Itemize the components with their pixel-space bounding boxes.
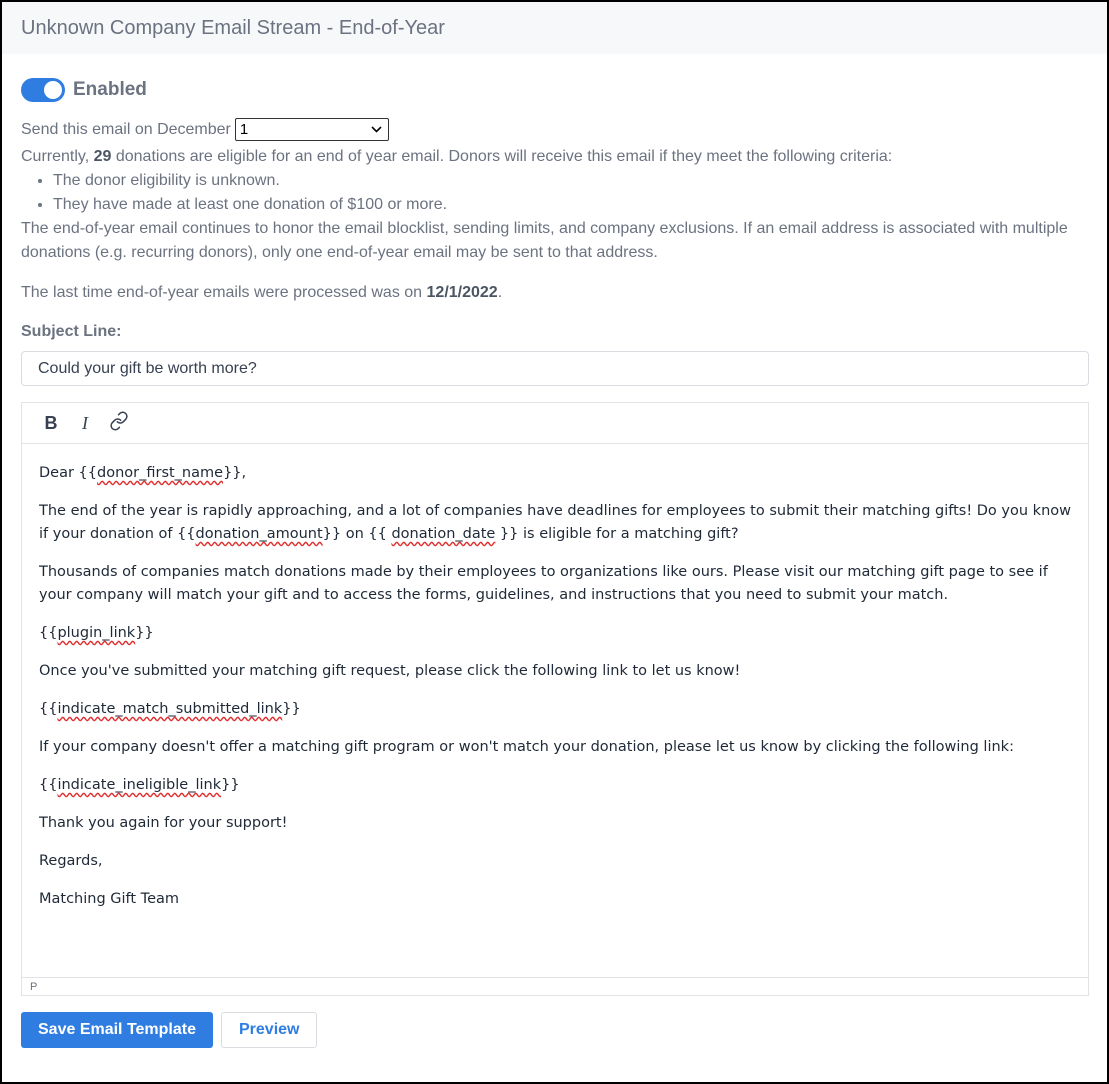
send-day-select[interactable] xyxy=(235,118,389,141)
element-path[interactable]: P xyxy=(30,980,38,993)
last-processed-date: 12/1/2022 xyxy=(426,284,498,301)
action-buttons xyxy=(21,1012,1088,1048)
body-paragraph xyxy=(39,698,1071,721)
eligibility-prefix: Currently, xyxy=(21,148,94,165)
text-run: Dear {{ xyxy=(39,465,97,481)
eligibility-suffix: donations are eligible for an end of year email. Donors will receive this email if they meet the following criteria: xyxy=(111,148,893,165)
placeholder-token: indicate_match_submitted_link xyxy=(57,701,283,717)
subject-input[interactable] xyxy=(21,351,1089,386)
body-paragraph: Regards, xyxy=(39,853,103,869)
preview-button[interactable]: Preview xyxy=(221,1012,317,1048)
placeholder-token: donation_date xyxy=(391,526,496,542)
body-paragraph xyxy=(39,500,1071,546)
enabled-toggle[interactable] xyxy=(21,78,65,102)
eligible-count: 29 xyxy=(93,148,112,165)
text-run: }} is eligible for a matching gift? xyxy=(495,526,739,542)
body-paragraph xyxy=(39,774,1071,797)
text-run: }}, xyxy=(223,465,247,481)
enabled-label: Enabled xyxy=(73,79,147,100)
list-item: • The donor eligibility is unknown. xyxy=(53,169,1088,193)
placeholder-token: plugin_link xyxy=(57,625,136,641)
body-paragraph: Matching Gift Team xyxy=(39,891,180,907)
text-run: }} xyxy=(221,777,240,793)
toggle-knob xyxy=(44,81,62,99)
body-paragraph xyxy=(39,462,1071,485)
chevron-down-icon xyxy=(371,124,382,136)
subject-value: Could your gift be worth more? xyxy=(38,359,257,377)
criteria-list xyxy=(21,169,1088,217)
blocklist-note: The end-of-year email continues to honor the email blocklist, sending limits, and company exclusions. If an email address is associated with multiple donations (e.g. recurring donors), only one end-of-year email may be sent to that address. xyxy=(21,220,1068,261)
send-date-row xyxy=(21,118,1088,141)
last-processed-suffix: . xyxy=(497,284,503,301)
body-paragraph: Once you've submitted your matching gift request, please click the following link to let us know! xyxy=(39,663,741,679)
bold-button[interactable]: B xyxy=(44,412,58,433)
last-processed-text xyxy=(21,281,1088,305)
text-run: }} xyxy=(282,701,301,717)
send-date-label: Send this email on December xyxy=(21,120,231,138)
editor-statusbar xyxy=(22,977,1088,995)
panel-header xyxy=(2,2,1107,54)
text-run: }} on {{ xyxy=(322,526,392,542)
body-paragraph: Thousands of companies match donations made by their employees to organizations like ours. Please visit our matching gift page to see if your company will match your gift and to access the forms, guidelines, and instructions that you need to submit your match. xyxy=(39,564,1048,603)
last-processed-prefix: The last time end-of-year emails were processed was on xyxy=(21,284,427,301)
eligibility-text xyxy=(21,145,1088,169)
text-run: {{ xyxy=(39,625,58,641)
subject-label: Subject Line: xyxy=(21,323,122,340)
list-item: • They have made at least one donation of $100 or more. xyxy=(53,193,1088,217)
body-paragraph xyxy=(39,622,1071,645)
link-icon xyxy=(109,411,129,436)
placeholder-token: donor_first_name xyxy=(97,465,224,481)
text-run: The end of the year is rapidly approaching, and a lot of companies have deadlines for employees to submit their matching gifts! Do you know if your donation of {{ xyxy=(39,503,1071,542)
email-body-textarea[interactable] xyxy=(22,444,1088,977)
placeholder-token: donation_amount xyxy=(195,526,323,542)
placeholder-token: indicate_ineligible_link xyxy=(57,777,222,793)
text-run: {{ xyxy=(39,701,58,717)
italic-button[interactable]: I xyxy=(82,412,88,433)
body-paragraph: Thank you again for your support! xyxy=(39,815,288,831)
email-body-editor xyxy=(21,402,1089,996)
save-template-button[interactable]: Save Email Template xyxy=(21,1012,213,1048)
body-paragraph: If your company doesn't offer a matching gift program or won't match your donation, please let us know by clicking the following link: xyxy=(39,739,1014,755)
text-run: }} xyxy=(135,625,154,641)
editor-toolbar xyxy=(22,403,1088,444)
text-run: {{ xyxy=(39,777,58,793)
panel-content xyxy=(2,78,1107,1048)
enabled-toggle-row xyxy=(21,78,1088,102)
page-title: Unknown Company Email Stream - End-of-Year xyxy=(21,16,445,39)
send-day-value: 1 xyxy=(239,121,249,138)
link-button[interactable] xyxy=(102,406,136,440)
